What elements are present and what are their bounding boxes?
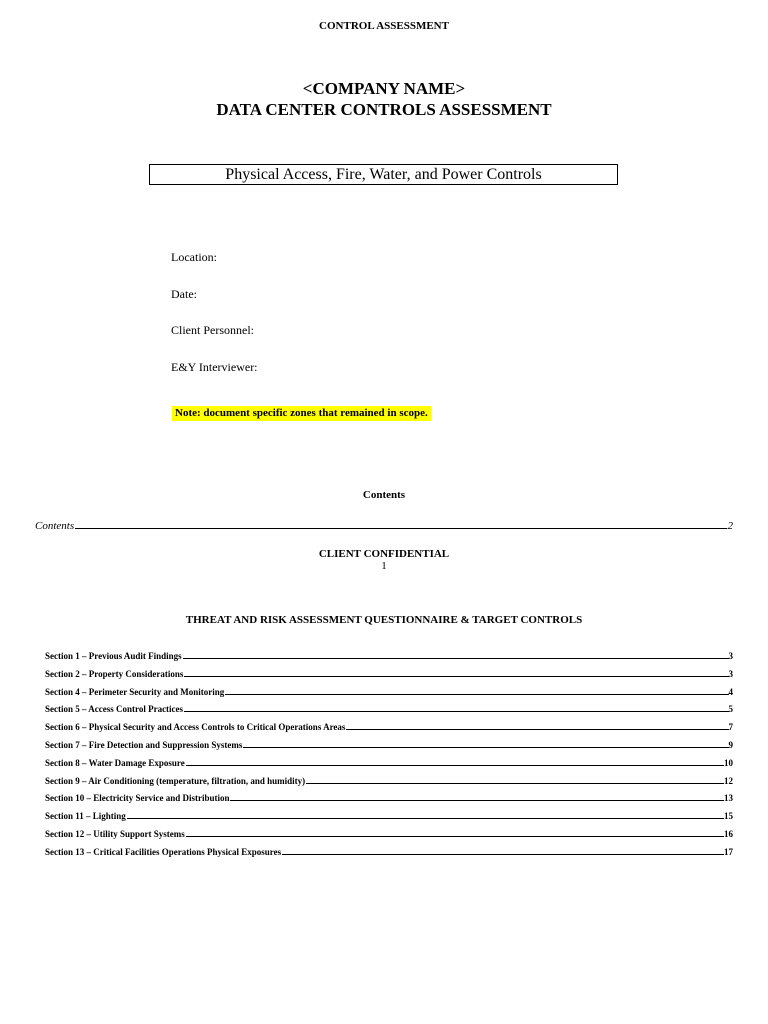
- confidential-label: CLIENT CONFIDENTIAL: [318, 548, 450, 560]
- contents-toc-entry[interactable]: [35, 519, 733, 532]
- toc-section-page: 4: [728, 686, 733, 697]
- date-field-label: Date:: [171, 287, 197, 301]
- toc-section-label: Section 10 – Electricity Service and Distribution: [45, 793, 230, 804]
- toc-section-label: Section 13 – Critical Facilities Operations Physical Exposures: [45, 846, 282, 857]
- toc-section-page: 10: [724, 757, 733, 768]
- toc-section-item[interactable]: [45, 846, 733, 864]
- toc-leader-line: [75, 519, 726, 529]
- client-personnel-field-label: Client Personnel:: [171, 323, 254, 337]
- toc-section-item[interactable]: [45, 810, 733, 828]
- toc-section-item[interactable]: [45, 668, 733, 686]
- toc-section-label: Section 1 – Previous Audit Findings: [45, 651, 182, 661]
- company-name-title: <COMPANY NAME>: [302, 79, 466, 98]
- subtitle-box: [149, 164, 618, 185]
- toc-leader-line: [183, 650, 729, 659]
- toc-section-label: Section 11 – Lighting: [45, 811, 126, 822]
- contents-heading: Contents: [362, 489, 406, 501]
- toc-leader-line: [243, 739, 728, 748]
- scope-note-highlight: Note: document specific zones that remained in scope.: [172, 406, 431, 421]
- toc-leader-line: [230, 792, 724, 801]
- toc-section-page: 5: [728, 704, 733, 715]
- toc-section-page: 9: [728, 739, 733, 750]
- toc-section-page: 16: [724, 828, 733, 839]
- toc-section-item[interactable]: [45, 757, 733, 775]
- toc-section-page: 13: [724, 793, 733, 804]
- toc-section-label: Section 7 – Fire Detection and Suppression Systems: [45, 739, 243, 750]
- toc-leader-line: [184, 668, 728, 677]
- toc-section-page: 15: [724, 811, 733, 822]
- toc-leader-line: [225, 686, 728, 695]
- toc-section-label: Section 2 – Property Considerations: [45, 668, 184, 679]
- toc-section-label: Section 12 – Utility Support Systems: [45, 828, 185, 839]
- toc-section-item[interactable]: [45, 721, 733, 739]
- toc-section-item[interactable]: [45, 739, 733, 757]
- subtitle-text: Physical Access, Fire, Water, and Power Controls: [225, 166, 542, 183]
- toc-section-page: 17: [724, 846, 733, 857]
- running-header: CONTROL ASSESSMENT: [319, 20, 449, 32]
- toc-leader-line: [282, 846, 724, 855]
- toc-section-item[interactable]: [45, 650, 733, 668]
- toc-entry-page: 2: [727, 520, 733, 532]
- toc-section-page: 12: [724, 775, 733, 786]
- toc-section-item[interactable]: [45, 703, 733, 721]
- toc-section-page: 3: [728, 651, 733, 661]
- toc-section-label: Section 8 – Water Damage Exposure: [45, 757, 185, 768]
- toc-section-item[interactable]: [45, 792, 733, 810]
- page-number: 1: [381, 560, 387, 572]
- toc-leader-line: [346, 721, 728, 730]
- toc-section-page: 7: [728, 722, 733, 733]
- toc-section-item[interactable]: [45, 775, 733, 793]
- toc-section-item[interactable]: [45, 828, 733, 846]
- document-title: DATA CENTER CONTROLS ASSESSMENT: [216, 100, 552, 119]
- toc-section-label: Section 5 – Access Control Practices: [45, 704, 184, 715]
- toc-section-label: Section 4 – Perimeter Security and Monitoring: [45, 686, 225, 697]
- section-toc-list: [45, 650, 733, 864]
- toc-section-item[interactable]: [45, 686, 733, 704]
- toc-section-page: 3: [728, 668, 733, 679]
- toc-leader-line: [186, 828, 724, 837]
- toc-entry-label: Contents: [35, 520, 75, 532]
- threat-assessment-heading: THREAT AND RISK ASSESSMENT QUESTIONNAIRE & TARGET CONTROLS: [185, 614, 583, 626]
- toc-section-label: Section 9 – Air Conditioning (temperature, filtration, and humidity): [45, 775, 306, 786]
- interviewer-field-label: E&Y Interviewer:: [171, 360, 258, 374]
- toc-leader-line: [186, 757, 724, 766]
- toc-leader-line: [127, 810, 724, 819]
- toc-section-label: Section 6 – Physical Security and Access Controls to Critical Operations Areas: [45, 722, 346, 733]
- toc-leader-line: [306, 775, 724, 784]
- location-field-label: Location:: [171, 250, 217, 264]
- toc-leader-line: [184, 703, 728, 712]
